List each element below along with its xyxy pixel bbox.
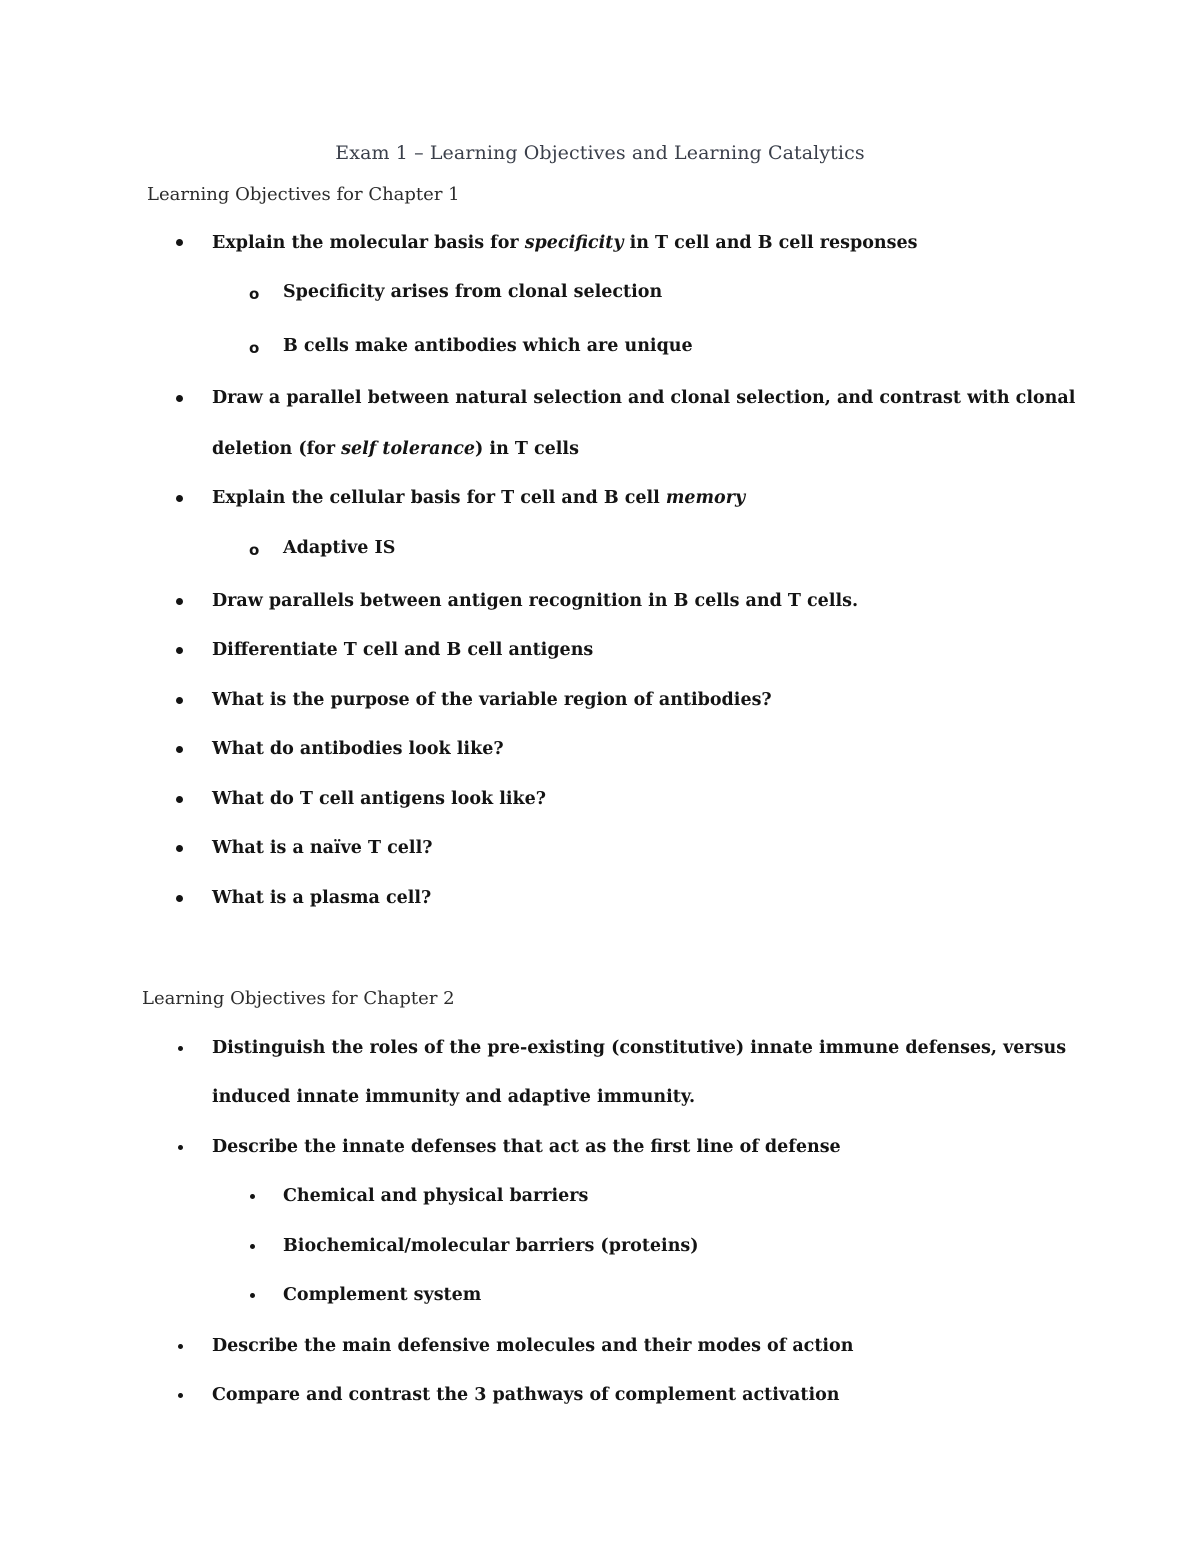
- page-title: Exam 1 – Learning Objectives and Learning Catalytics: [335, 142, 865, 164]
- list-item: Biochemical/molecular barriers (proteins): [283, 1236, 699, 1256]
- bullet-icon: [176, 239, 183, 246]
- list-item: Explain the molecular basis for specificity in T cell and B cell responses: [212, 233, 918, 253]
- list-item: Describe the main defensive molecules and their modes of action: [212, 1336, 854, 1356]
- list-item: What do T cell antigens look like?: [212, 789, 547, 809]
- list-item: Complement system: [283, 1285, 482, 1305]
- list-item: Draw parallels between antigen recognition in B cells and T cells.: [212, 591, 859, 611]
- bullet-icon: [176, 697, 183, 704]
- sub-bullet-icon: o: [249, 285, 260, 303]
- bullet-icon: [176, 845, 183, 852]
- list-item: Differentiate T cell and B cell antigens: [212, 640, 594, 660]
- list-item: What is a plasma cell?: [212, 888, 432, 908]
- list-item: Draw a parallel between natural selection and clonal selection, and contrast with clonal: [212, 388, 1076, 408]
- bullet-icon: [178, 1145, 183, 1150]
- bullet-icon: [250, 1194, 255, 1199]
- chapter2-heading: Learning Objectives for Chapter 2: [142, 988, 455, 1009]
- list-item: Adaptive IS: [283, 538, 396, 558]
- sub-bullet-icon: o: [249, 541, 260, 559]
- bullet-icon: [176, 395, 183, 402]
- bullet-icon: [176, 647, 183, 654]
- bullet-icon: [176, 746, 183, 753]
- sub-bullet-icon: o: [249, 339, 260, 357]
- bullet-icon: [176, 495, 183, 502]
- list-item-continuation: induced innate immunity and adaptive immunity.: [212, 1087, 696, 1107]
- bullet-icon: [250, 1244, 255, 1249]
- list-item: What is a naïve T cell?: [212, 838, 433, 858]
- chapter1-heading: Learning Objectives for Chapter 1: [147, 184, 460, 205]
- list-item: Explain the cellular basis for T cell and B cell memory: [212, 488, 746, 508]
- bullet-icon: [178, 1393, 183, 1398]
- list-item: Distinguish the roles of the pre-existing (constitutive) innate immune defenses, versus: [212, 1038, 1067, 1058]
- list-item: B cells make antibodies which are unique: [283, 336, 693, 356]
- list-item-continuation: deletion (for self tolerance) in T cells: [212, 439, 579, 459]
- bullet-icon: [176, 598, 183, 605]
- list-item: Chemical and physical barriers: [283, 1186, 589, 1206]
- bullet-icon: [176, 796, 183, 803]
- list-item: What do antibodies look like?: [212, 739, 504, 759]
- list-item: Specificity arises from clonal selection: [283, 282, 663, 302]
- bullet-icon: [178, 1046, 183, 1051]
- list-item: What is the purpose of the variable region of antibodies?: [212, 690, 772, 710]
- bullet-icon: [178, 1344, 183, 1349]
- list-item: Describe the innate defenses that act as the first line of defense: [212, 1137, 841, 1157]
- bullet-icon: [176, 895, 183, 902]
- bullet-icon: [250, 1293, 255, 1298]
- list-item: Compare and contrast the 3 pathways of complement activation: [212, 1385, 840, 1405]
